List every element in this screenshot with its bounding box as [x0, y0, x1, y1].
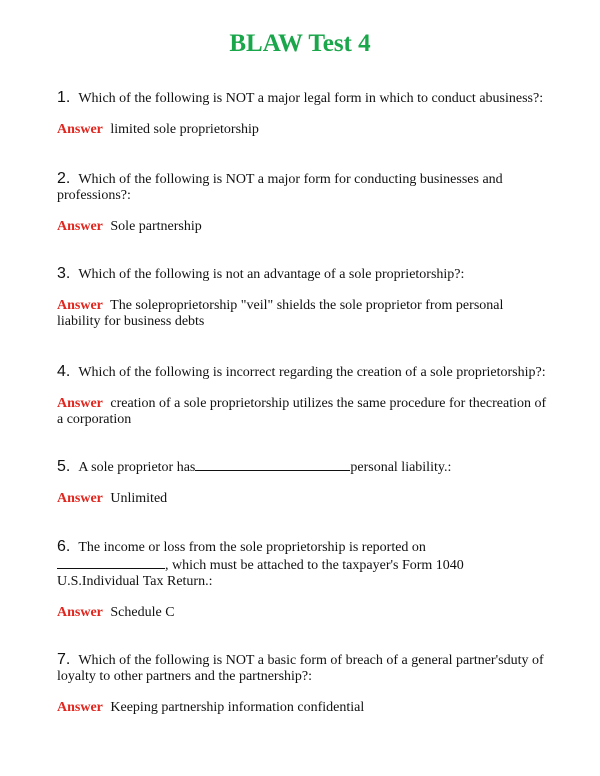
answer-text: limited sole proprietorship [110, 122, 259, 137]
answer-text: Sole partnership [110, 219, 202, 234]
question-text [57, 171, 547, 204]
question-text [57, 90, 547, 107]
question-text [57, 364, 547, 381]
answer-label: Answer [57, 396, 103, 411]
question-text [57, 652, 547, 685]
question-body: Which of the following is NOT a major legal form in which to conduct abusiness?: [78, 91, 544, 106]
question-item [57, 266, 547, 330]
question-number: 3. [57, 265, 71, 282]
page-title: BLAW Test 4 [229, 30, 371, 57]
answer-text: Unlimited [110, 491, 168, 506]
fill-in-blank [57, 556, 165, 569]
answer-label: Answer [57, 491, 103, 506]
question-text [57, 458, 547, 476]
question-number: 5. [57, 458, 71, 475]
question-number: 2. [57, 170, 71, 187]
question-text [57, 266, 547, 283]
question-text [57, 539, 547, 590]
answer-text: The soleproprietorship "veil" shields the sole proprietor from personal liability for business debts [57, 298, 504, 329]
question-number: 6. [57, 538, 71, 555]
fill-in-blank [195, 458, 350, 471]
question-number: 1. [57, 89, 71, 106]
answer-line [57, 605, 547, 621]
answer-line [57, 122, 547, 138]
answer-line [57, 219, 547, 235]
answer-text: Schedule C [110, 605, 175, 620]
question-body: Which of the following is NOT a basic form of breach of a general partner'sduty of loyalty to other partners and the partnership?: [57, 653, 544, 684]
question-body-end: , which must be attached to the taxpayer's Form 1040 U.S.Individual Tax Return.: [57, 558, 464, 589]
question-body-end: personal liability.: [350, 460, 452, 475]
question-body: Which of the following is incorrect regarding the creation of a sole proprietorship?: [78, 365, 546, 380]
answer-label: Answer [57, 700, 103, 715]
question-body: Which of the following is not an advantage of a sole proprietorship?: [78, 267, 465, 282]
question-body: The income or loss from the sole proprietorship is reported on [78, 540, 426, 555]
question-number: 4. [57, 363, 71, 380]
answer-text: creation of a sole proprietorship utilizes the same procedure for thecreation of a corporation [57, 396, 547, 427]
question-item [57, 458, 547, 507]
answer-label: Answer [57, 122, 103, 137]
answer-line [57, 491, 547, 507]
question-item [57, 90, 547, 138]
question-item [57, 539, 547, 621]
answer-label: Answer [57, 605, 103, 620]
question-body: Which of the following is NOT a major form for conducting businesses and professions?: [57, 172, 503, 203]
question-body: A sole proprietor has [78, 460, 196, 475]
question-item [57, 652, 547, 716]
question-item [57, 364, 547, 428]
answer-text: Keeping partnership information confidential [110, 700, 365, 715]
answer-label: Answer [57, 298, 103, 313]
question-item [57, 171, 547, 235]
answer-label: Answer [57, 219, 103, 234]
answer-line [57, 700, 547, 716]
answer-line [57, 298, 547, 330]
question-number: 7. [57, 651, 71, 668]
answer-line [57, 396, 547, 428]
